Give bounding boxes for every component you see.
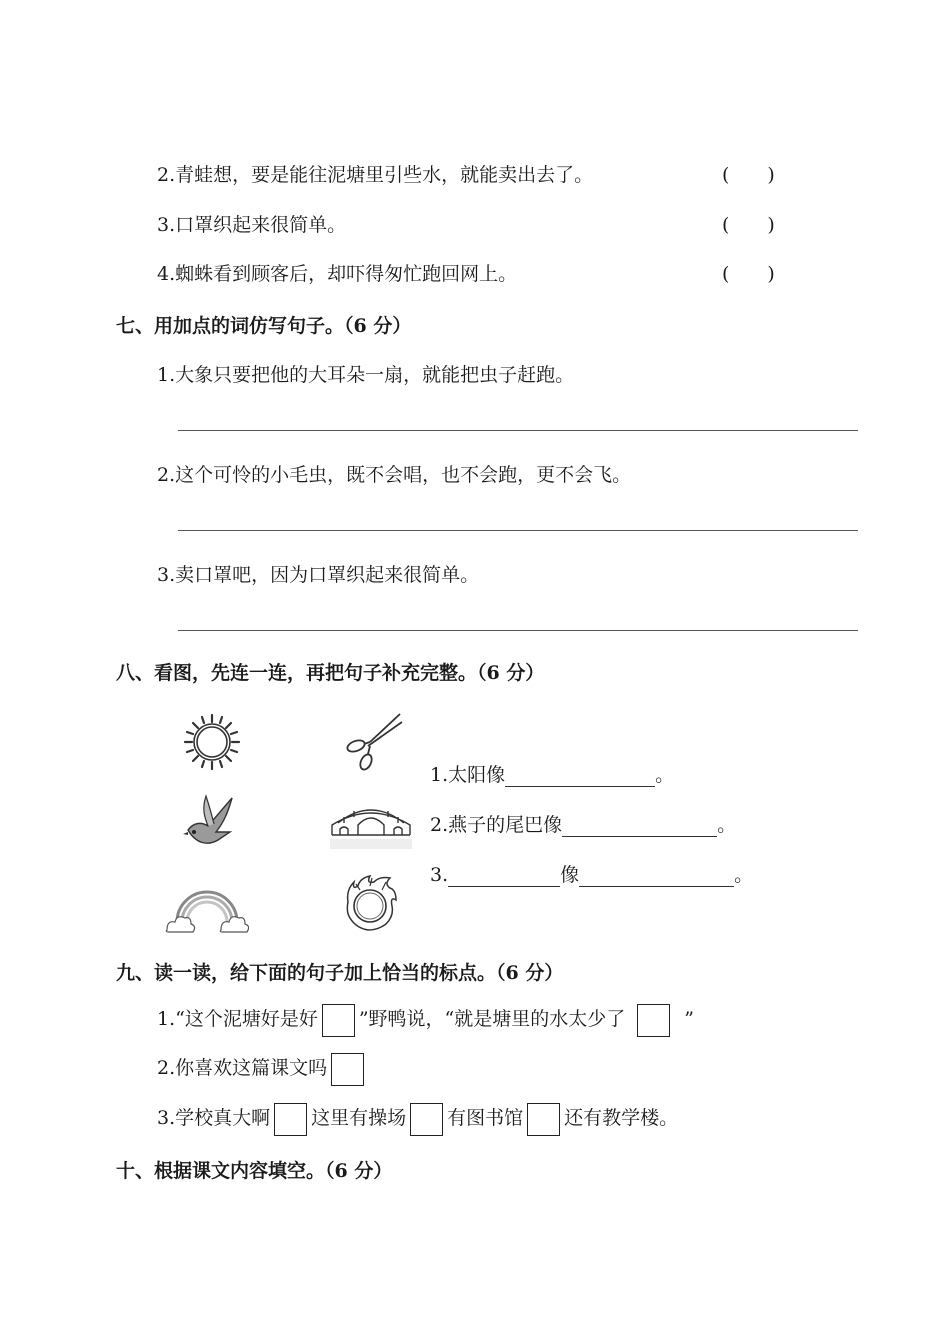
section-8-title: 八、看图，先连一连，再把句子补充完整。（6 分） <box>116 662 545 684</box>
punct-item-3-text-b: 这里有操场 <box>311 1107 407 1129</box>
answer-line-1[interactable] <box>178 430 858 431</box>
simile-blank-3a[interactable] <box>448 868 560 887</box>
punct-item-1-text-c: ” <box>684 1008 694 1030</box>
sun-icon[interactable] <box>180 710 244 774</box>
punct-item-3-text-a: 3.学校真大啊 <box>157 1107 271 1129</box>
simile-item-2-text: 2.燕子的尾巴像 <box>430 814 563 836</box>
punct-box-3c[interactable] <box>527 1103 560 1136</box>
simile-blank-1[interactable] <box>505 768 655 787</box>
punct-item-3-text-d: 还有教学楼。 <box>564 1107 679 1129</box>
scissors-icon[interactable] <box>342 708 406 772</box>
punct-box-1a[interactable] <box>322 1004 355 1037</box>
answer-paren-4[interactable]: ( ) <box>722 263 775 285</box>
simile-item-1 <box>430 760 674 787</box>
simile-item-3-mid: 像 <box>560 864 580 886</box>
simile-item-1-end: 。 <box>655 764 675 786</box>
rainbow-icon[interactable] <box>165 878 249 936</box>
punct-item-2-text: 2.你喜欢这篇课文吗 <box>157 1057 328 1079</box>
punct-box-1b[interactable] <box>637 1004 670 1037</box>
section-7-title: 七、用加点的词仿写句子。（6 分） <box>116 315 412 337</box>
simile-blank-3b[interactable] <box>579 868 734 887</box>
punct-item-3-text-c: 有图书馆 <box>447 1107 524 1129</box>
answer-paren-3[interactable]: ( ) <box>722 214 775 236</box>
judge-item-4: 4.蜘蛛看到顾客后，却吓得匆忙跑回网上。 <box>157 263 518 285</box>
simile-item-3-text: 3. <box>430 864 449 886</box>
fireball-icon[interactable] <box>338 872 402 936</box>
punct-box-2[interactable] <box>331 1053 364 1086</box>
rewrite-item-3: 3.卖口罩吧，因为口罩织起来很简单。 <box>157 564 480 586</box>
punct-item-3 <box>157 1100 678 1136</box>
section-9-title: 九、读一读，给下面的句子加上恰当的标点。（6 分） <box>116 962 564 984</box>
section-10-title: 十、根据课文内容填空。（6 分） <box>116 1160 393 1182</box>
rewrite-item-2: 2.这个可怜的小毛虫，既不会唱，也不会跑，更不会飞。 <box>157 464 632 486</box>
judge-item-2: 2.青蛙想，要是能往泥塘里引些水，就能卖出去了。 <box>157 164 594 186</box>
simile-item-3 <box>430 860 753 887</box>
simile-item-1-text: 1.太阳像 <box>430 764 506 786</box>
punct-box-3b[interactable] <box>410 1103 443 1136</box>
answer-line-3[interactable] <box>178 630 858 631</box>
answer-paren-2[interactable]: ( ) <box>722 164 775 186</box>
punct-box-3a[interactable] <box>274 1103 307 1136</box>
rewrite-item-1: 1.大象只要把他的大耳朵一扇，就能把虫子赶跑。 <box>157 364 575 386</box>
simile-item-3-end: 。 <box>734 864 754 886</box>
judge-item-3: 3.口罩织起来很简单。 <box>157 214 347 236</box>
swallow-icon[interactable] <box>180 792 240 852</box>
punct-item-2 <box>157 1050 368 1086</box>
simile-blank-2[interactable] <box>562 818 717 837</box>
punct-item-1 <box>157 1001 694 1037</box>
answer-line-2[interactable] <box>178 530 858 531</box>
punct-item-1-text-b: ”野鸭说，“就是塘里的水太少了 <box>358 1008 626 1030</box>
simile-item-2 <box>430 810 736 837</box>
simile-item-2-end: 。 <box>717 814 737 836</box>
arch-bridge-icon[interactable] <box>330 795 412 851</box>
punct-item-1-text-a: 1.“这个泥塘好是好 <box>157 1008 318 1030</box>
